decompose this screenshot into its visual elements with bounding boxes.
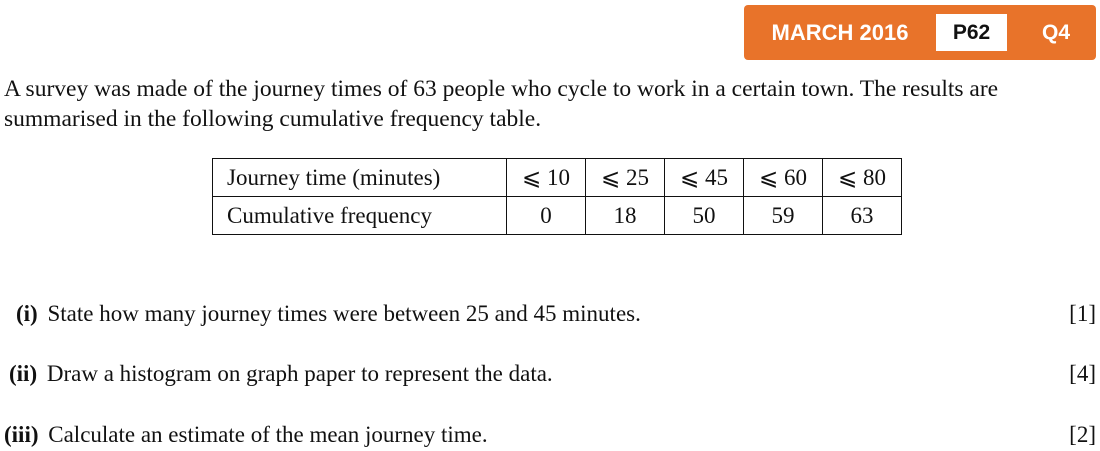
table-cell: 0 [507,197,586,235]
table-cell: ⩽ 25 [586,159,665,197]
table-cell: 50 [665,197,744,235]
table-cell: 18 [586,197,665,235]
part-marks: [4] [1069,361,1096,386]
table-row-header: Cumulative frequency [213,197,507,235]
part-marks: [1] [1069,301,1096,326]
part-text: Calculate an estimate of the mean journey time. [48,422,488,447]
table-cell: 63 [823,197,902,235]
part-number: (iii) [4,422,39,447]
table-row-journey-time [213,159,902,197]
cumulative-frequency-table [212,158,902,235]
table-cell: ⩽ 10 [507,159,586,197]
question-number-label: Q4 [1041,21,1070,44]
part-text: Draw a histogram on graph paper to represent the data. [46,361,553,386]
question-intro: A survey was made of the journey times of 63 people who cycle to work in a certain town. The results are summarised in the following cumulative frequency table. [4,76,999,132]
part-marks: [2] [1069,422,1096,447]
table-row-header: Journey time (minutes) [213,159,507,197]
question-part-iii [4,419,1096,451]
question-part-i [16,298,1096,330]
exam-reference-badge [744,5,1096,60]
part-number: (ii) [9,361,38,386]
table-cell: 59 [744,197,823,235]
question-part-ii [9,358,1096,390]
part-text: State how many journey times were between 25 and 45 minutes. [47,301,641,326]
paper-code-label: P62 [936,14,1007,51]
exam-session-label: MARCH 2016 [771,20,909,45]
part-number: (i) [16,301,38,326]
table-cell: ⩽ 60 [744,159,823,197]
table-row-cumulative-frequency [213,197,902,235]
table-cell: ⩽ 80 [823,159,902,197]
table-cell: ⩽ 45 [665,159,744,197]
